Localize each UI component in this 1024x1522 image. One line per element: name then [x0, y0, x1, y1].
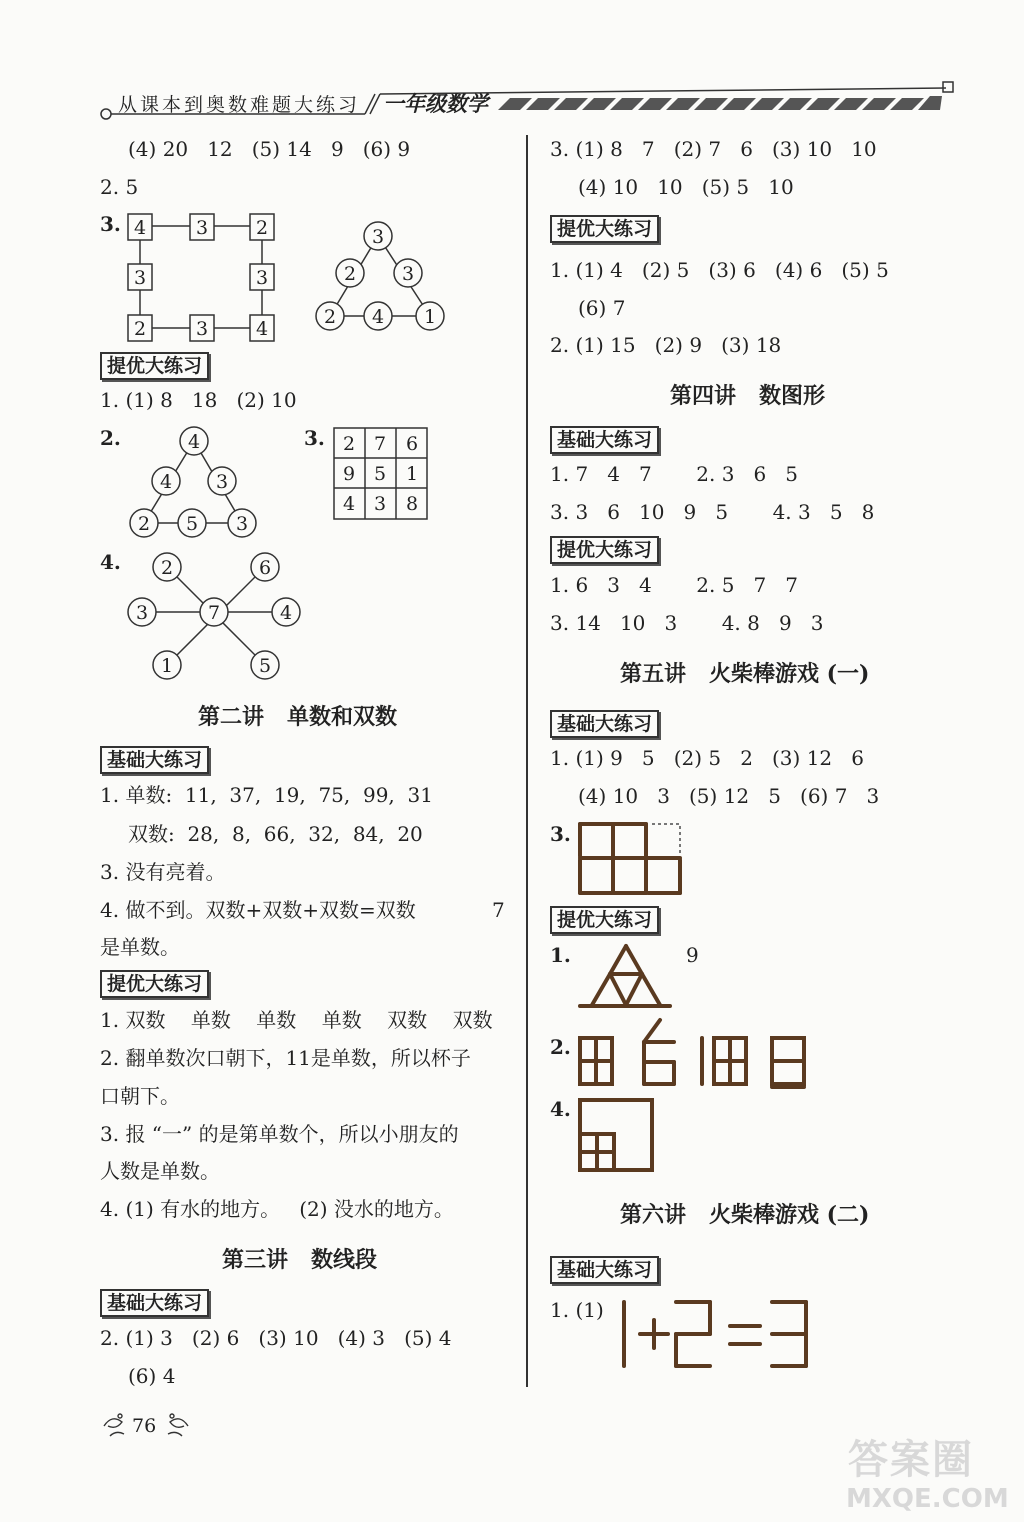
star-number: 5 — [258, 655, 272, 677]
star-number: 3 — [135, 602, 149, 624]
chapter-title: 第三讲 数线段 — [222, 1247, 377, 1273]
chapter-title: 第五讲 火柴棒游戏 (一) — [620, 661, 870, 687]
answer-line: 4. (1) 有水的地方。 (2) 没水的地方。 — [100, 1197, 454, 1221]
answer-line: (4) 20 12 (5) 14 9 (6) 9 — [128, 137, 411, 161]
grade-subject: 一年级数学 — [383, 92, 488, 116]
question-number: 2. — [550, 1035, 571, 1059]
section-label-tiyou: 提优大练习 — [550, 536, 659, 564]
section-label-jichu: 基础大练习 — [550, 1256, 659, 1284]
triangle-number: 2 — [137, 513, 151, 535]
section-label-jichu: 基础大练习 — [550, 426, 659, 454]
section-label-jichu: 基础大练习 — [550, 710, 659, 738]
matchstick-squares — [574, 1094, 658, 1176]
answer-line: 3. (1) 8 7 (2) 7 6 (3) 10 10 — [550, 137, 877, 161]
magic-cell: 1 — [405, 463, 419, 485]
square-ring-diagram — [120, 208, 290, 348]
triangle-number: 3 — [371, 226, 385, 248]
triangle-diagram-1 — [308, 218, 454, 338]
ring-number: 4 — [255, 318, 269, 340]
question-number: 3. — [550, 822, 571, 846]
question-number: 3. — [100, 212, 121, 236]
star-number: 1 — [160, 655, 174, 677]
section-label-tiyou: 提优大练习 — [100, 352, 209, 380]
answer-line: 1. 7 4 7 2. 3 6 5 — [550, 462, 799, 486]
watermark-logo: 答案圈 — [848, 1437, 974, 1483]
answer-line: 是单数。 — [100, 935, 180, 959]
triangle-number: 3 — [235, 513, 249, 535]
triangle-number: 3 — [215, 471, 229, 493]
star-number: 2 — [160, 557, 174, 579]
question-number: 3. — [304, 426, 325, 450]
answer-line: 1. (1) — [550, 1298, 604, 1322]
answer-line: (4) 10 10 (5) 5 10 — [578, 175, 794, 199]
star-number: 4 — [279, 602, 293, 624]
answer-line: 双数: 28, 8, 66, 32, 84, 20 — [128, 822, 423, 846]
matchstick-digits — [574, 1014, 814, 1090]
triangle-number: 2 — [323, 306, 337, 328]
section-label-tiyou: 提优大练习 — [550, 215, 659, 243]
section-label-jichu: 基础大练习 — [100, 746, 209, 774]
answer-line: 人数是单数。 — [100, 1159, 220, 1183]
magic-cell: 2 — [342, 433, 356, 455]
section-label-jichu: 基础大练习 — [100, 1289, 209, 1317]
question-number: 1. — [550, 943, 571, 967]
triangle-number: 1 — [423, 306, 437, 328]
chapter-title: 第四讲 数图形 — [670, 383, 825, 409]
book-title: 从课本到奥数难题大练习 — [118, 94, 361, 116]
magic-cell: 7 — [373, 433, 387, 455]
question-number: 2. — [100, 426, 121, 450]
answer-line: 3. 没有亮着。 — [100, 860, 226, 884]
answer-number: 9 — [686, 943, 699, 967]
answer-line: 2. 5 — [100, 175, 139, 199]
ring-number: 3 — [255, 267, 269, 289]
ring-number: 3 — [133, 267, 147, 289]
star-number: 7 — [207, 602, 221, 624]
triangle-number: 3 — [401, 263, 415, 285]
question-number: 4. — [550, 1097, 571, 1121]
answer-number: 7 — [492, 898, 505, 922]
triangle-number: 4 — [159, 471, 173, 493]
answer-line: 1. (1) 4 (2) 5 (3) 6 (4) 6 (5) 5 — [550, 258, 889, 282]
watermark-url: MXQE.COM — [846, 1484, 1009, 1514]
section-label-tiyou: 提优大练习 — [100, 970, 209, 998]
answer-line: (6) 7 — [578, 296, 626, 320]
answer-line: 1. (1) 9 5 (2) 5 2 (3) 12 6 — [550, 746, 864, 770]
magic-cell: 8 — [405, 493, 419, 515]
answer-line: 1. 双数 单数 单数 单数 双数 双数 — [100, 1008, 493, 1032]
star-number: 6 — [258, 557, 272, 579]
ring-number: 4 — [133, 217, 147, 239]
answer-line: 3. 报 “一” 的是第单数个，所以小朋友的 — [100, 1122, 459, 1146]
column-divider — [526, 135, 528, 1387]
matchstick-grid — [574, 818, 686, 900]
star-diagram — [120, 545, 310, 685]
magic-cell: 4 — [342, 493, 356, 515]
page-number: 76 — [132, 1415, 157, 1437]
ring-number: 3 — [195, 217, 209, 239]
ring-number: 2 — [255, 217, 269, 239]
answer-line: 3. 3 6 10 9 5 4. 3 5 8 — [550, 500, 875, 524]
answer-line: 1. 6 3 4 2. 5 7 7 — [550, 573, 799, 597]
answer-line: 1. 单数: 11, 37, 19, 75, 99, 31 — [100, 783, 433, 807]
answer-line: 3. 14 10 3 4. 8 9 3 — [550, 611, 824, 635]
answer-line: (6) 4 — [128, 1364, 176, 1388]
answer-line: 1. (1) 8 18 (2) 10 — [100, 388, 297, 412]
chapter-title: 第二讲 单数和双数 — [198, 704, 397, 730]
answer-line: 4. 做不到。双数+双数+双数=双数 — [100, 898, 416, 922]
triangle-number: 5 — [185, 513, 199, 535]
triangle-number: 4 — [371, 306, 385, 328]
answer-line: 口朝下。 — [100, 1084, 180, 1108]
triangle-diagram-2 — [120, 423, 266, 543]
matchstick-triangles — [574, 942, 678, 1012]
page-header — [100, 80, 960, 120]
question-number: 4. — [100, 550, 121, 574]
magic-cell: 3 — [373, 493, 387, 515]
ring-number: 3 — [195, 318, 209, 340]
magic-cell: 5 — [373, 463, 387, 485]
chapter-title: 第六讲 火柴棒游戏 (二) — [620, 1202, 870, 1228]
triangle-number: 4 — [187, 431, 201, 453]
answer-line: (4) 10 3 (5) 12 5 (6) 7 3 — [578, 784, 880, 808]
answer-line: 2. (1) 15 (2) 9 (3) 18 — [550, 333, 782, 357]
triangle-number: 2 — [343, 263, 357, 285]
answer-line: 2. 翻单数次口朝下，11是单数，所以杯子 — [100, 1046, 471, 1070]
magic-cell: 9 — [342, 463, 356, 485]
magic-square — [332, 426, 430, 522]
answer-line: 2. (1) 3 (2) 6 (3) 10 (4) 3 (5) 4 — [100, 1326, 452, 1350]
matchstick-equation — [614, 1296, 814, 1372]
ring-number: 2 — [133, 318, 147, 340]
magic-cell: 6 — [405, 433, 419, 455]
section-label-tiyou: 提优大练习 — [550, 906, 659, 934]
